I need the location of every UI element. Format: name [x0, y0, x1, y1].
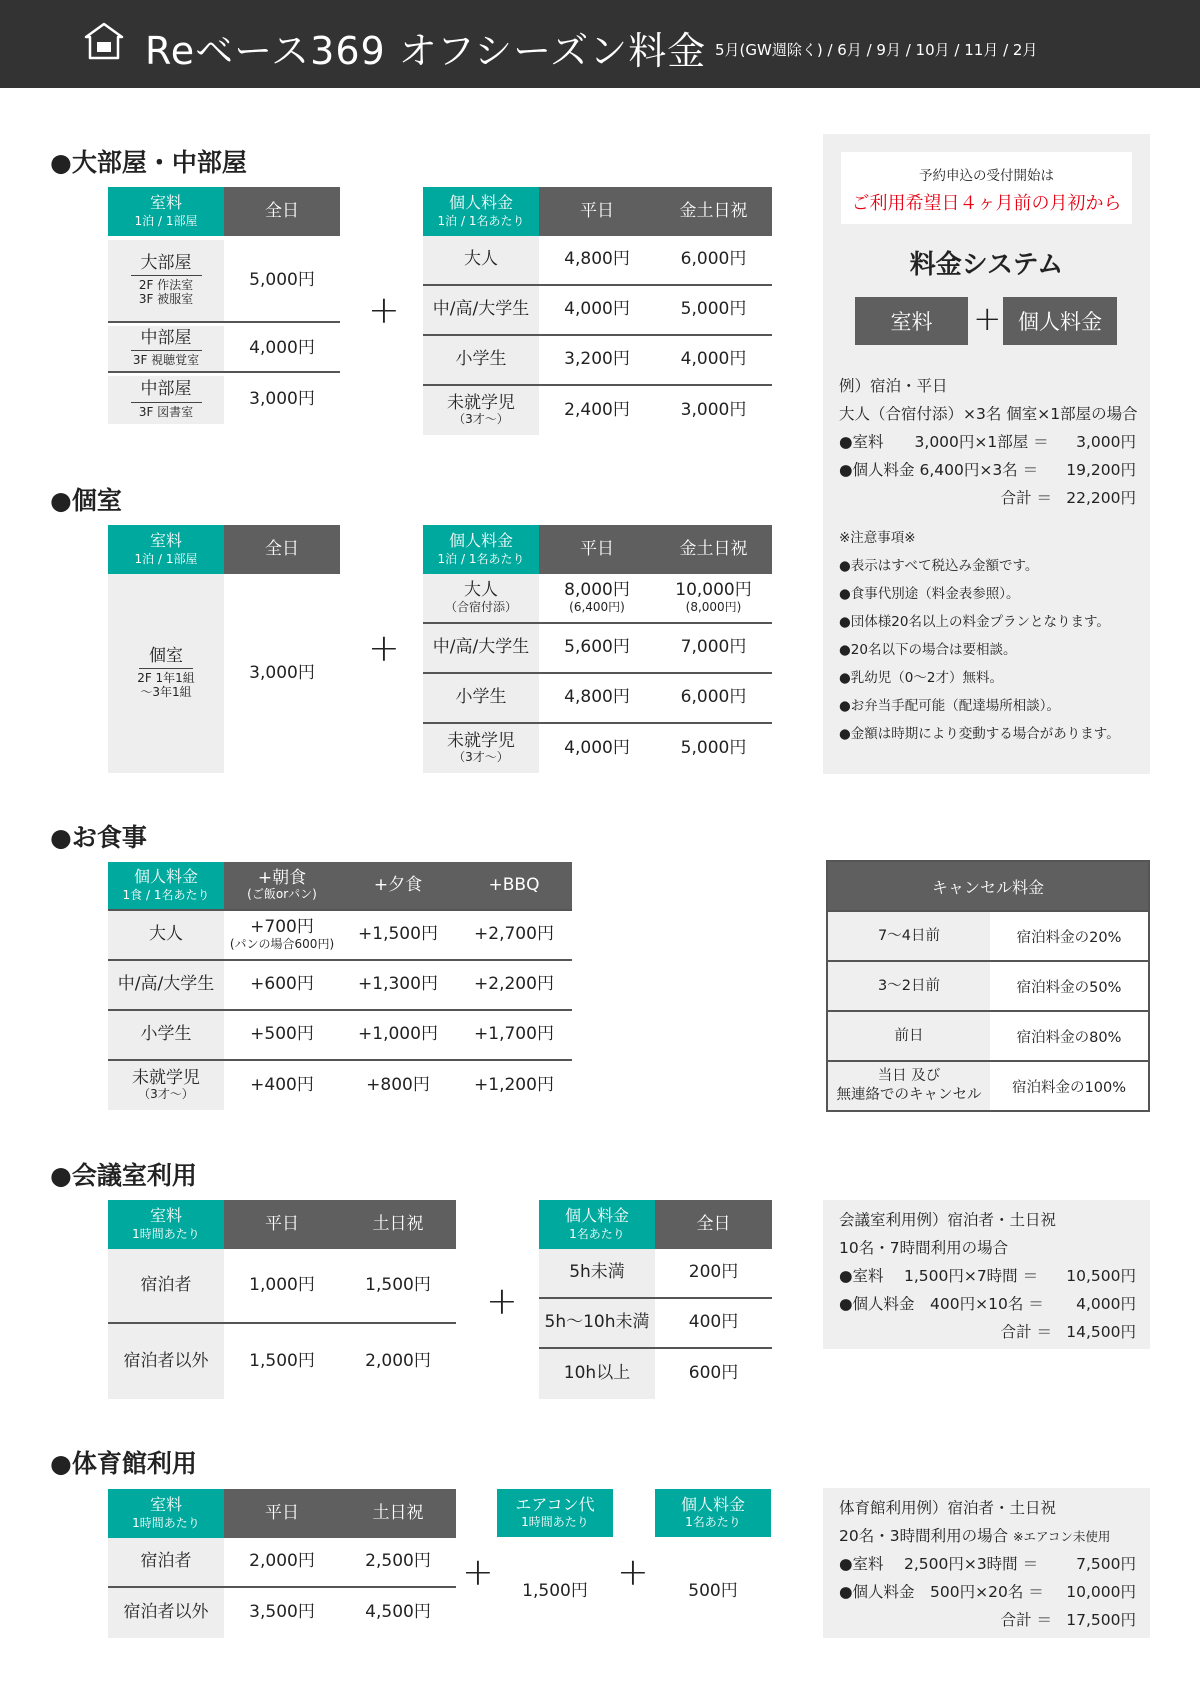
person-fee-box: 個人料金 [1003, 297, 1117, 345]
large-room-table [108, 187, 340, 437]
season-months: 5月(GW週除く) / 6月 / 9月 / 10月 / 11月 / 2月 [715, 41, 1038, 59]
table-row: 3〜2日前 宿泊料金の50% [828, 960, 1148, 1010]
table-row: 当日 及び 無連絡でのキャンセル 宿泊料金の100% [828, 1060, 1148, 1110]
notes-title: ※注意事項※ [839, 530, 916, 546]
note-item: ●お弁当手配可能（配達場所相談）。 [839, 698, 1061, 714]
table-row: 小学生 4,800円 6,000円 [423, 674, 772, 724]
plus-icon: + [462, 1550, 494, 1594]
table-row: 個室 2F 1年1組 〜3年1組 3,000円 [108, 574, 340, 773]
plus-icon: + [368, 288, 400, 332]
table-row: 10h以上 600円 [539, 1349, 772, 1399]
table-row: 未就学児 （3才〜） 2,400円 3,000円 [423, 386, 772, 435]
gym-example-panel: 体育館利用例）宿泊者・土日祝 20名・3時間利用の場合 ※エアコン未使用 ●室料 2,500円×3時間 ＝ 7,500円 ●個人料金 500円×20名 ＝ 10,000円 合計 ＝ 17,500円 [823, 1488, 1150, 1638]
all-day-header: 全日 [224, 187, 340, 236]
cancel-fee-table [826, 860, 1150, 1112]
table-row: 大部屋 2F 作法室 3F 被服室 5,000円 [108, 240, 340, 323]
table-row: 中部屋 3F 図書室 3,000円 [108, 376, 340, 424]
room-fee-box: 室料 [855, 297, 968, 345]
table-row: 5h〜10h未満 400円 [539, 1299, 772, 1349]
large-room-person-table: 個人料金 1泊 / 1名あたり 平日 金土日祝 大人 4,800円 6,000円 中/高/大学生 4,000円 5,000円 小学生 3,200円 4,000円 未就学児 （3才〜） 2,400円 3,000円 [423, 187, 772, 437]
private-room-table: 室料 1泊 / 1部屋 全日 個室 2F 1年1組 〜3年1組 3,000円 [108, 525, 340, 773]
note-item: ●金額は時期により変動する場合があります。 [839, 726, 1120, 742]
system-title: 料金システム [909, 250, 1064, 280]
section-title-meeting: ●会議室利用 [50, 1161, 197, 1190]
ac-fee-value: 1,500円 [522, 1581, 588, 1601]
logo-icon [82, 22, 126, 62]
table-row: 7〜4日前 宿泊料金の20% [828, 910, 1148, 960]
note-item: ●食事代別途（料金表参照）。 [839, 586, 1020, 602]
table-row: 未就学児 （3才〜） 4,000円 5,000円 [423, 724, 772, 773]
meals-table: 個人料金 1食 / 1名あたり +朝食 (ご飯orパン) +夕食 +BBQ 大人 +700円 (パンの場合600円) +1,500円 +2,700円 中/高/大学生 +600円 +1,300円 +2,200円 小学生 +500円 +1,000円 +1,700円 未就学児 （3才〜） +400円 +800円 +1,200円 [108, 862, 572, 1112]
note-item: ●団体様20名以上の料金プランとなります。 [839, 614, 1110, 630]
gym-person-fee-value: 500円 [688, 1581, 738, 1601]
table-row: 宿泊者以外 1,500円 2,000円 [108, 1324, 456, 1399]
reservation-notice: 予約申込の受付開始は ご利用希望日４ヶ月前の月初から [841, 152, 1132, 224]
table-row: 小学生 +500円 +1,000円 +1,700円 [108, 1011, 572, 1061]
section-title-gym: ●体育館利用 [50, 1449, 197, 1478]
table-row: 中/高/大学生 4,000円 5,000円 [423, 286, 772, 336]
note-item: ●表示はすべて税込み金額です。 [839, 558, 1039, 574]
section-title-meals: ●お食事 [50, 823, 147, 852]
ac-fee-header: エアコン代 1時間あたり [497, 1489, 613, 1537]
plus-icon: + [617, 1550, 649, 1594]
meeting-person-table: 個人料金 1名あたり 全日 5h未満 200円 5h〜10h未満 400円 10h以上 600円 [539, 1200, 772, 1399]
table-row: 宿泊者以外 3,500円 4,500円 [108, 1588, 456, 1638]
table-row: 未就学児 （3才〜） +400円 +800円 +1,200円 [108, 1061, 572, 1110]
cancel-fee-title: キャンセル料金 [828, 862, 1148, 910]
table-row: 大人 （合宿付添） 8,000円 (6,400円) 10,000円 (8,000円) [423, 574, 772, 624]
meeting-example-panel: 会議室利用例）宿泊者・土日祝 10名・7時間利用の場合 ●室料 1,500円×7時間 ＝ 10,500円 ●個人料金 400円×10名 ＝ 4,000円 合計 ＝ 14,500円 [823, 1200, 1150, 1349]
table-row: 中/高/大学生 5,600円 7,000円 [423, 624, 772, 674]
note-item: ●20名以下の場合は要相談。 [839, 642, 1017, 658]
pricing-system-panel: 予約申込の受付開始は ご利用希望日４ヶ月前の月初から 料金システム 室料 + 個人料金 例）宿泊・平日 大人（合宿付添）×3名 個室×1部屋の場合 ●室料 3,000円×1部屋 ＝ 3,000円 ●個人料金 6,400円×3名 ＝ 19,200円 合計 ＝ 22,200円 ※注意事項※ ●表示はすべて税込み金額です。 ●食事代別途（料金表参照）。 ●団体様20名以上の料金プランとなります。 ●20名以下の場合は要相談。 ●乳幼児（0〜2才）無料。 ●お弁当手配可能（配達場所相談）。 ●金額は時期により変動する場合があります。 [823, 134, 1150, 774]
note-item: ●乳幼児（0〜2才）無料。 [839, 670, 1003, 686]
table-row: 宿泊者 2,000円 2,500円 [108, 1538, 456, 1588]
section-title-private-room: ●個室 [50, 486, 122, 515]
private-room-person-table: 個人料金 1泊 / 1名あたり 平日 金土日祝 大人 （合宿付添） 8,000円 (6,400円) 10,000円 (8,000円) 中/高/大学生 5,600円 7,000円 小学生 4,800円 6,000円 未就学児 （3才〜） 4,000円 5,000円 [423, 525, 772, 773]
plus-icon: + [368, 626, 400, 670]
table-row: 前日 宿泊料金の80% [828, 1010, 1148, 1060]
table-row: 大人 +700円 (パンの場合600円) +1,500円 +2,700円 [108, 911, 572, 961]
table-row: 宿泊者 1,000円 1,500円 [108, 1249, 456, 1324]
plus-icon: + [486, 1279, 518, 1323]
plus-icon: + [973, 299, 1002, 339]
table-row: 大人 4,800円 6,000円 [423, 236, 772, 286]
table-row: 小学生 3,200円 4,000円 [423, 336, 772, 386]
page-title: Reベース369 オフシーズン料金 [145, 29, 707, 73]
gym-room-table: 室料 1時間あたり 平日 土日祝 宿泊者 2,000円 2,500円 宿泊者以外 3,500円 4,500円 [108, 1489, 456, 1638]
page-header [0, 0, 1200, 88]
room-fee-header: 室料 1泊 / 1部屋 [108, 187, 224, 236]
section-title-large-room: ●大部屋・中部屋 [50, 148, 247, 177]
table-row: 5h未満 200円 [539, 1249, 772, 1299]
table-row: 中部屋 3F 視聴覚室 4,000円 [108, 326, 340, 373]
table-row: 中/高/大学生 +600円 +1,300円 +2,200円 [108, 961, 572, 1011]
gym-person-fee-header: 個人料金 1名あたり [655, 1489, 771, 1537]
meeting-room-table: 室料 1時間あたり 平日 土日祝 宿泊者 1,000円 1,500円 宿泊者以外 1,500円 2,000円 [108, 1200, 456, 1399]
